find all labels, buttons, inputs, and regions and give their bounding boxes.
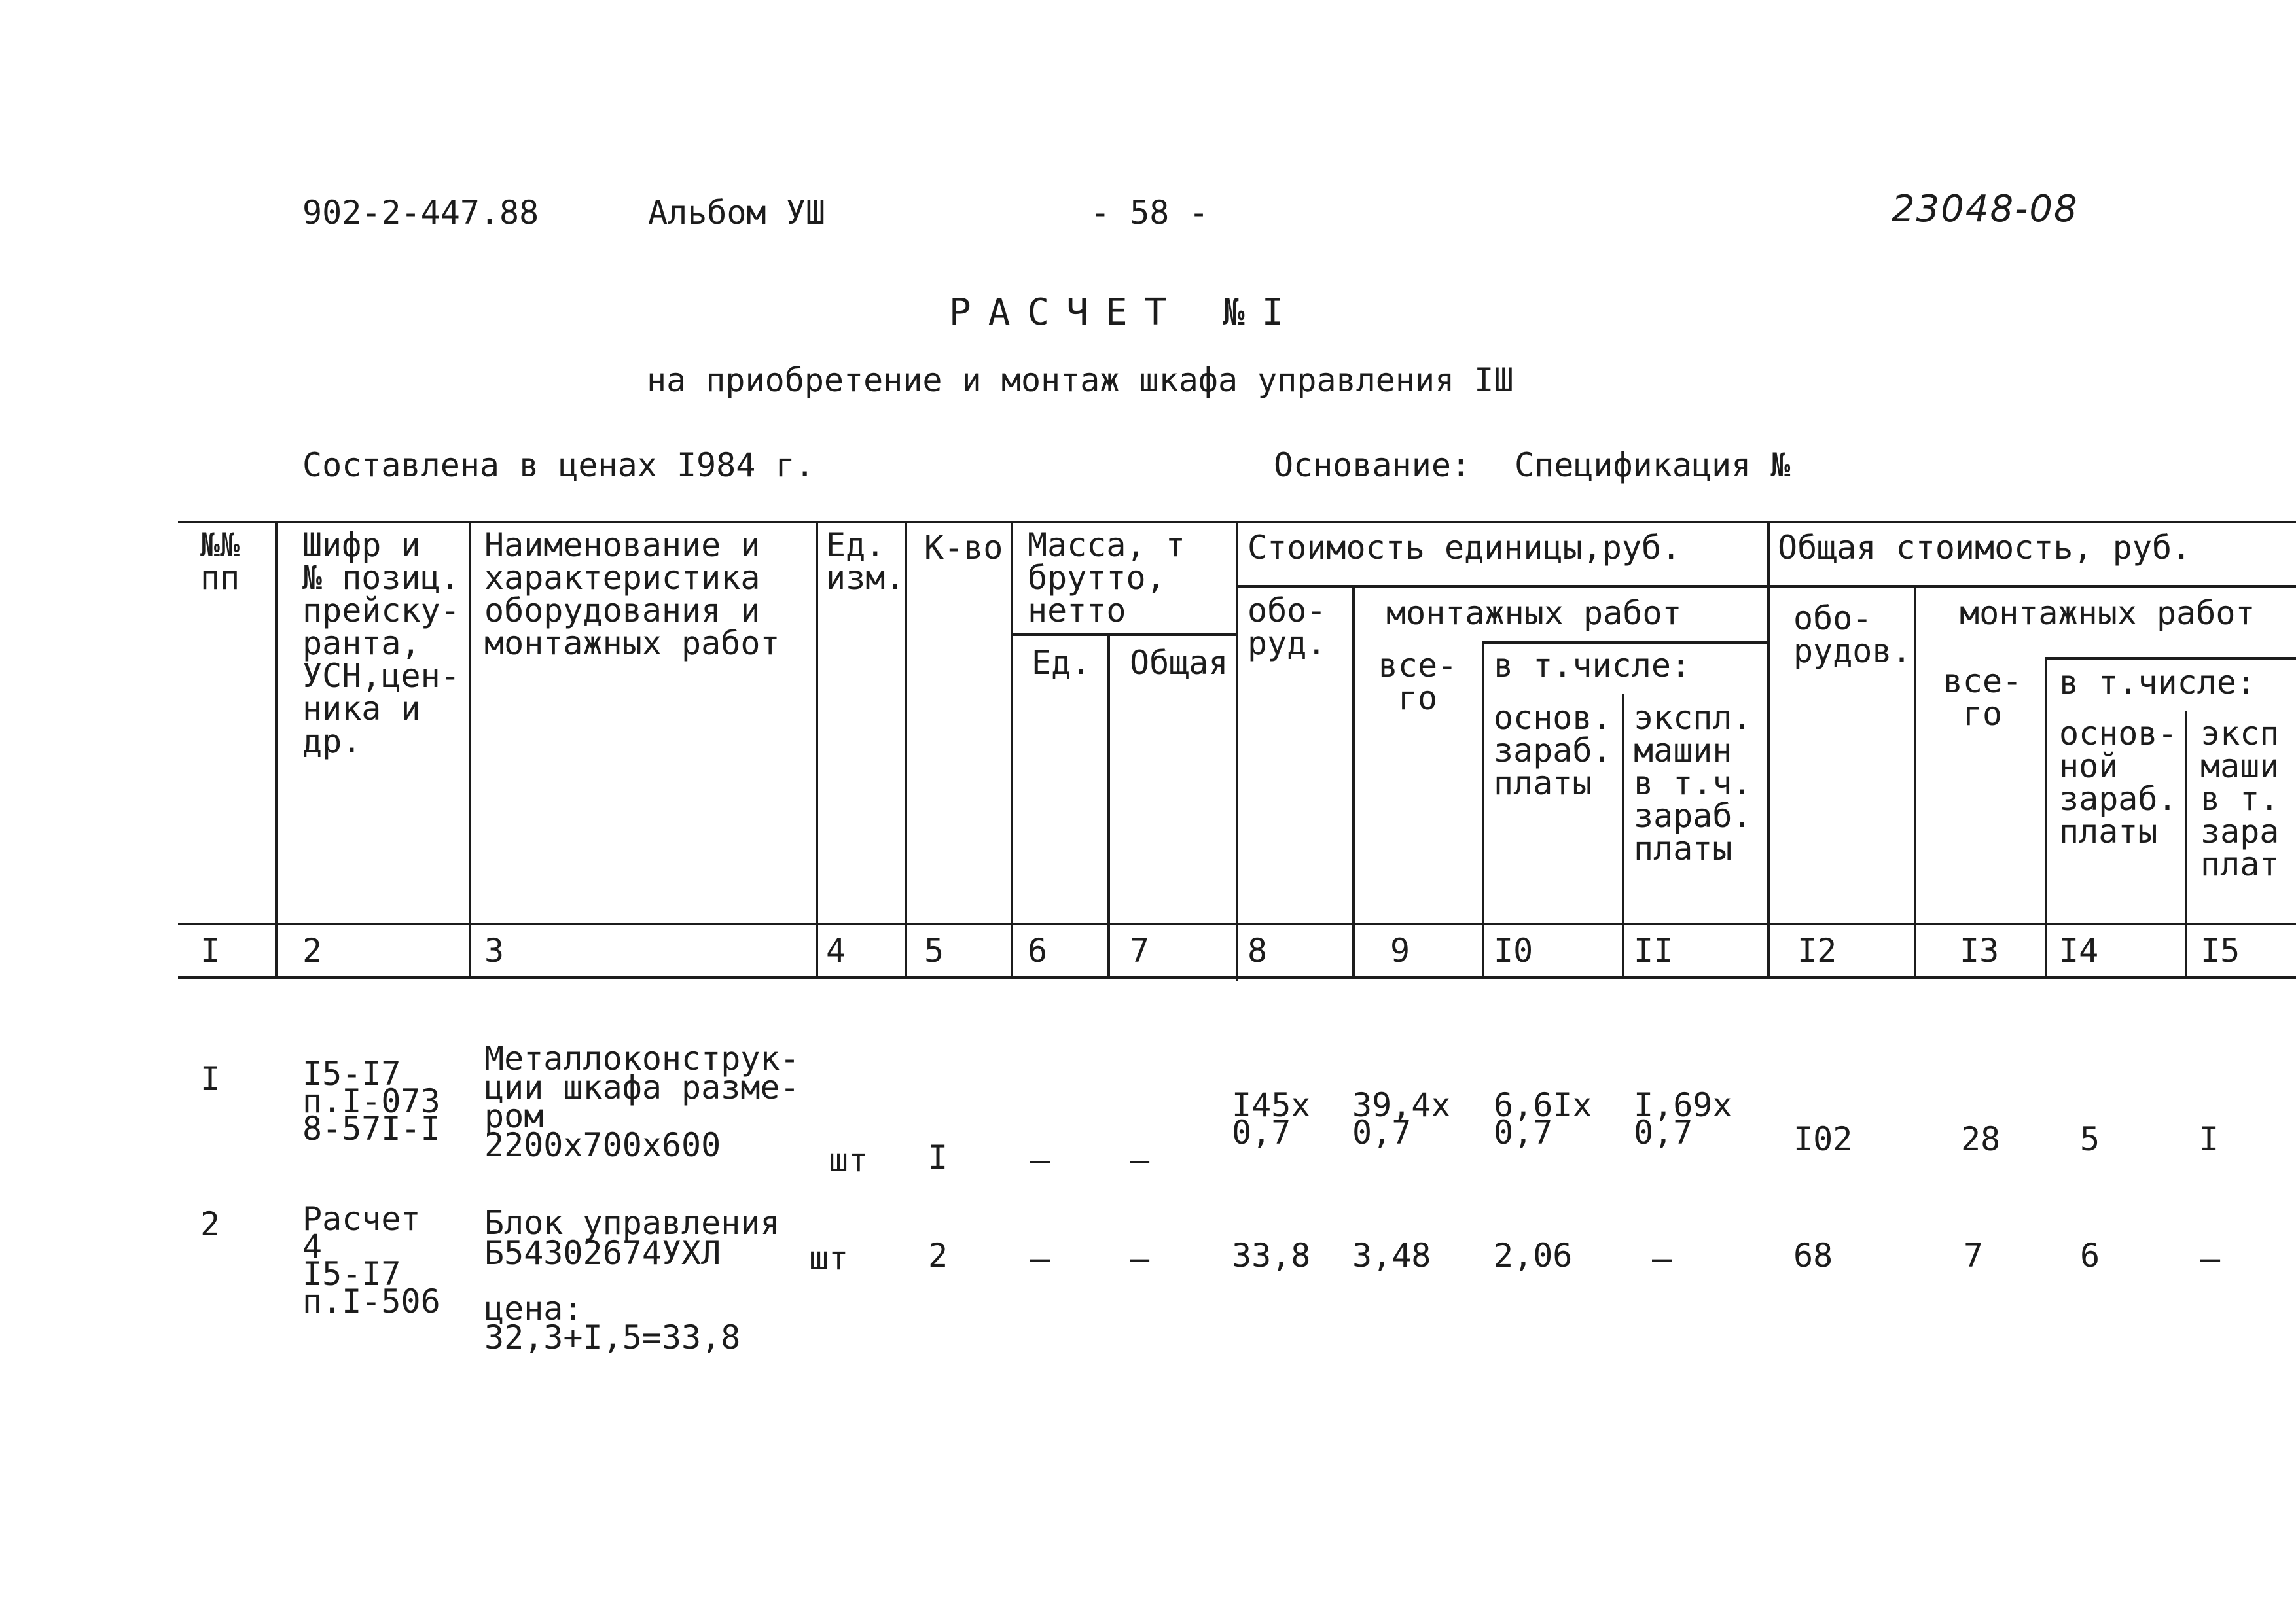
header-mass-unit: Ед.: [1031, 644, 1091, 682]
row-code: Расчет 4 I5-I7 п.I-506: [302, 1200, 440, 1320]
row-price-note: цена: 32,3+I,5=33,8: [484, 1290, 741, 1356]
handwritten-code: 23048-08: [1892, 188, 2079, 230]
header-equip2: обо- рудов.: [1793, 599, 1912, 670]
row-machines: –: [1652, 1239, 1672, 1277]
page-subtitle: на приобретение и монтаж шкафа управления IШ: [647, 361, 1514, 399]
row-name: Металлоконструк- ции шкафа разме- ром 2200x700x600: [484, 1040, 800, 1164]
col-line-12: [1914, 585, 1916, 978]
page-number: - 58 -: [1090, 194, 1209, 232]
row-inst-total2: 28: [1961, 1120, 2001, 1158]
row-unit: шт: [809, 1239, 849, 1277]
header-subline-1: [1236, 585, 2296, 588]
col-number: 2: [302, 932, 323, 970]
row-machines2: –: [2200, 1239, 2221, 1277]
col-line-5: [1011, 521, 1013, 978]
page-title: РАСЧЕТ №I: [949, 291, 1301, 334]
row-wages2: 5: [2080, 1120, 2100, 1158]
header-install2: монтажных работ: [1960, 594, 2255, 632]
doc-code: 902-2-447.88: [302, 194, 539, 232]
row-inst-total: 39,4x 0,7: [1352, 1086, 1451, 1152]
header-install: монтажных работ: [1386, 594, 1682, 632]
col-line-13: [2045, 657, 2047, 978]
header-incl: в т.числе:: [1494, 646, 1691, 684]
header-num: №№ пп: [200, 526, 240, 597]
col-number: 5: [924, 932, 944, 970]
col-line-1: [275, 521, 278, 978]
header-subline-mass: [1011, 633, 1236, 636]
header-code: Шифр и № позиц. прейску- ранта, УСН,цен- ника и др.: [302, 526, 460, 760]
row-name: Блок управления Б54302674УХЛ: [484, 1204, 780, 1272]
row-mass-total: –: [1130, 1141, 1150, 1179]
col-number: I2: [1797, 932, 1837, 970]
col-number: 4: [826, 932, 846, 970]
header-inst-total: все- го: [1378, 646, 1458, 717]
col-number: 6: [1028, 932, 1048, 970]
row-wages2: 6: [2080, 1237, 2100, 1275]
header-machines2: эксп маши в т. зара плат: [2200, 717, 2280, 881]
basis-value: Спецификация №: [1515, 446, 1791, 484]
col-line-2: [469, 521, 471, 978]
header-machines: экспл. машин в т.ч. зараб. платы: [1634, 699, 1752, 868]
row-equip-total: I02: [1793, 1120, 1853, 1158]
header-subline-3: [2045, 657, 2296, 660]
row-inst-total: 3,48: [1352, 1237, 1431, 1275]
header-mass: Масса, т брутто, нетто: [1028, 526, 1185, 629]
col-number: 9: [1390, 932, 1410, 970]
row-equip: 33,8: [1232, 1237, 1311, 1275]
header-subline-2: [1482, 641, 1767, 644]
album-label: Альбом УШ: [648, 194, 825, 232]
col-line-9: [1482, 641, 1484, 978]
header-incl2: в т.числе:: [2059, 663, 2257, 701]
col-line-11: [1767, 521, 1770, 978]
col-number: 8: [1247, 932, 1268, 970]
row-wages: 6,6Ix 0,7: [1494, 1086, 1592, 1152]
col-number: I0: [1494, 932, 1534, 970]
row-mass-total: –: [1130, 1239, 1150, 1277]
row-equip-total: 68: [1793, 1237, 1833, 1275]
header-unit: Ед. изм.: [826, 526, 905, 597]
header-name: Наименование и характеристика оборудования и монтажных работ: [484, 526, 780, 662]
row-machines2: I: [2199, 1120, 2219, 1158]
header-qty: К-во: [924, 531, 1003, 564]
col-line-14: [2185, 711, 2187, 978]
col-number: 3: [484, 932, 505, 970]
header-inst-total2: все- го: [1943, 662, 2022, 733]
col-number: I5: [2200, 932, 2240, 970]
header-unit-cost: Стоимость единицы,руб.: [1247, 529, 1681, 567]
col-line-8: [1352, 585, 1355, 978]
row-equip: I45x 0,7: [1232, 1086, 1311, 1152]
row-mass-unit: –: [1030, 1239, 1050, 1277]
col-number: I: [200, 932, 221, 970]
row-qty: I: [928, 1139, 948, 1176]
col-number: 7: [1130, 932, 1150, 970]
header-wages2: основ- ной зараб. платы: [2059, 715, 2178, 851]
col-line-7: [1236, 521, 1238, 981]
row-mass-unit: –: [1030, 1141, 1050, 1179]
header-total-cost: Общая стоимость, руб.: [1778, 529, 2192, 567]
row-machines: I,69x 0,7: [1634, 1086, 1732, 1152]
row-qty: 2: [928, 1237, 948, 1275]
header-equip: обо- руд.: [1247, 591, 1327, 662]
row-code: I5-I7 п.I-073 8-57I-I: [302, 1055, 440, 1148]
col-line-4: [905, 521, 907, 978]
col-line-3: [816, 521, 818, 978]
row-num: 2: [200, 1205, 221, 1243]
row-unit: шт: [829, 1141, 869, 1179]
row-inst-total2: 7: [1964, 1237, 1984, 1275]
col-line-6: [1107, 633, 1110, 978]
header-wages: основ. зараб. платы: [1494, 699, 1612, 802]
col-number: I3: [1960, 932, 2000, 970]
header-mass-total: Общая: [1130, 646, 1229, 679]
col-line-10: [1622, 694, 1624, 978]
basis-label: Основание:: [1274, 446, 1471, 484]
col-number: I4: [2059, 932, 2099, 970]
prices-note: Составлена в ценах I984 г.: [302, 446, 815, 484]
row-wages: 2,06: [1494, 1237, 1573, 1275]
col-number: II: [1634, 932, 1674, 970]
row-num: I: [200, 1060, 221, 1098]
